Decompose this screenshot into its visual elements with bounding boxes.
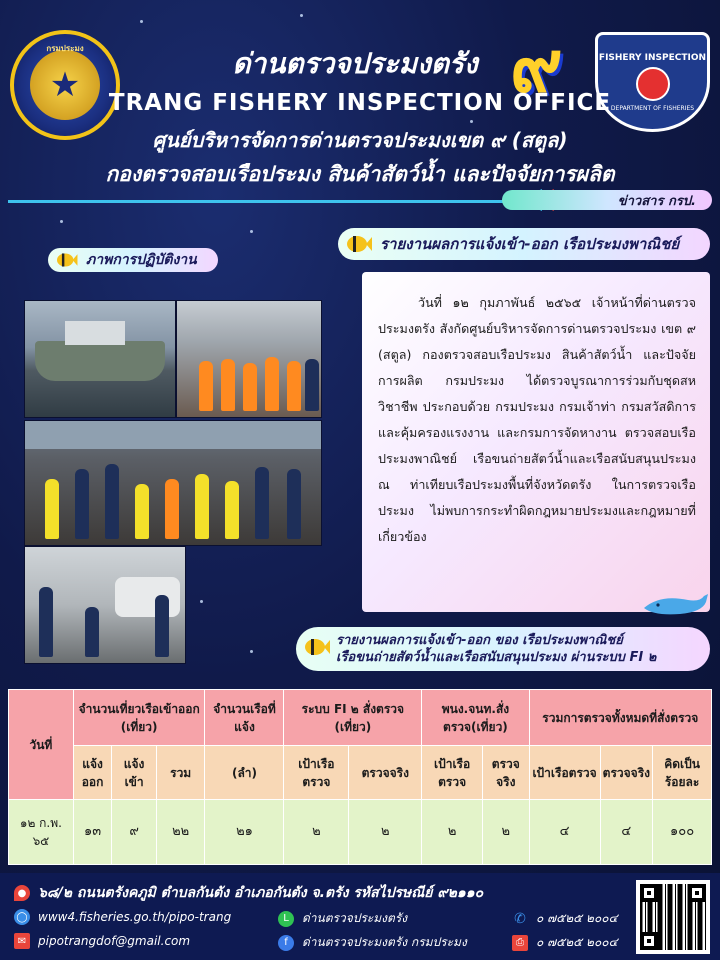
header-officer-ordered: พนง.จนท.สั่งตรวจ(เที่ยว) [422, 690, 529, 746]
email-icon: ✉ [14, 933, 30, 949]
cell-percent: ๑๐๐ [653, 800, 712, 865]
badge-bottom-text: DEPARTMENT OF FISHERIES [610, 104, 695, 112]
office-title-english: TRANG FISHERY INSPECTION OFFICE [108, 90, 612, 116]
footer-address: ๖๘/๒ ถนนตรังคภูมิ ตำบลกันตัง อำเภอกันตัง จ.ตรัง รหัสไปรษณีย์ ๙๒๑๑๐ [38, 885, 484, 901]
subheader-unit: (ลำ) [205, 746, 284, 800]
header-fi2: ระบบ FI ๒ สั่งตรวจ (เที่ยว) [284, 690, 422, 746]
logo-ring-text: กรมประมง [46, 44, 84, 53]
subheader-total-target: เป้าเรือตรวจ [529, 746, 600, 800]
header-date: วันที่ [9, 690, 74, 800]
news-label-pill [502, 190, 712, 210]
subheader-in: แจ้งเข้า [112, 746, 157, 800]
cell-boats: ๒๑ [205, 800, 284, 865]
footer-fax-row[interactable] [512, 933, 618, 952]
zone-number: ๙ [510, 23, 563, 108]
report-table-container [8, 689, 712, 865]
globe-icon: ◯ [14, 909, 30, 925]
subheader-officer-actual: ตรวจจริง [483, 746, 530, 800]
report-table [8, 689, 712, 865]
star-decoration [60, 220, 63, 223]
fax-icon: ⎙ [512, 935, 528, 951]
star-decoration [140, 20, 143, 23]
footer-facebook-row[interactable] [278, 933, 467, 952]
divider-line [8, 200, 568, 203]
subheader-sum: รวม [156, 746, 205, 800]
cell-total-actual: ๔ [600, 800, 653, 865]
footer-fax[interactable]: ๐ ๗๕๒๕ ๒๐๐๔ [536, 935, 618, 949]
footer-website[interactable]: www4.fisheries.go.th/pipo-trang [38, 910, 232, 924]
header-boats: จำนวนเรือที่แจ้ง [205, 690, 284, 746]
emblem-icon: ★ [30, 50, 100, 120]
fish-icon [54, 251, 78, 269]
report-text-panel [362, 272, 710, 612]
phone-icon: ✆ [514, 910, 526, 927]
subheader-fi2-actual: ตรวจจริง [349, 746, 422, 800]
header-trips: จำนวนเที่ยวเรือเข้าออก (เที่ยว) [73, 690, 205, 746]
fish-icon [302, 635, 330, 659]
footer-facebook[interactable]: ด่านตรวจประมงตรัง กรมประมง [302, 935, 467, 949]
location-pin-icon: ● [14, 885, 30, 901]
table-row [9, 800, 712, 865]
operations-heading-pill [48, 248, 218, 272]
footer-line-row[interactable] [278, 909, 407, 928]
cell-officer-actual: ๒ [483, 800, 530, 865]
star-decoration [250, 230, 253, 233]
photo-officers-on-pier [24, 546, 186, 664]
star-decoration [250, 650, 253, 653]
footer-phone-row[interactable] [512, 909, 618, 928]
cell-in: ๙ [112, 800, 157, 865]
fi2-heading-pill [296, 627, 710, 671]
header-total-inspections: รวมการตรวจทั้งหมดที่สั่งตรวจ [529, 690, 711, 746]
cell-total-target: ๔ [529, 800, 600, 865]
fi2-heading-line1: รายงานผลการแจ้งเข้า-ออก ของ เรือประมงพาณิชย์ [336, 633, 623, 648]
cell-out: ๑๓ [73, 800, 111, 865]
report-heading-pill [338, 228, 710, 260]
news-label: ข่าวสาร กรป. [617, 193, 696, 209]
line-app-icon: L [278, 911, 294, 927]
cell-officer-target: ๒ [422, 800, 483, 865]
office-title-thai: ด่านตรวจประมงตรัง [232, 47, 478, 80]
footer-website-row[interactable] [14, 909, 231, 925]
star-decoration [300, 14, 303, 17]
star-decoration [200, 600, 203, 603]
footer-address-row [14, 882, 483, 904]
subheader-total-actual: ตรวจจริง [600, 746, 653, 800]
qr-code[interactable] [636, 880, 710, 954]
subheader-percent: คิดเป็นร้อยละ [653, 746, 712, 800]
operations-heading: ภาพการปฏิบัติงาน [86, 252, 197, 268]
fi2-heading-line2: เรือขนถ่ายสัตว์น้ำและเรือสนับสนุนประมง ผ่านระบบ FI ๒ [336, 650, 657, 665]
subheader-out: แจ้งออก [73, 746, 111, 800]
cell-fi2-actual: ๒ [349, 800, 422, 865]
star-decoration [470, 120, 473, 123]
photo-fishing-boat [24, 300, 176, 418]
badge-top-text: FISHERY INSPECTION [598, 52, 707, 63]
fish-icon [344, 233, 372, 255]
subheader-officer-target: เป้าเรือตรวจ [422, 746, 483, 800]
footer-email[interactable]: pipotrangdof@gmail.com [38, 934, 191, 948]
footer-phone[interactable]: ๐ ๗๕๒๕ ๒๐๐๔ [536, 911, 618, 925]
subheader-fi2-target: เป้าเรือตรวจ [284, 746, 349, 800]
center-subtitle: ศูนย์บริหารจัดการด่านตรวจประมงเขต ๙ (สตูล) [152, 128, 568, 152]
news-bar [8, 190, 712, 210]
cell-fi2-target: ๒ [284, 800, 349, 865]
photo-inspection-team [176, 300, 322, 418]
report-heading: รายงานผลการแจ้งเข้า-ออก เรือประมงพาณิชย์ [380, 235, 680, 253]
facebook-icon: f [278, 935, 294, 951]
cell-sum: ๒๒ [156, 800, 205, 865]
cell-date: ๑๒ ก.พ. ๖๕ [9, 800, 74, 865]
footer-email-row[interactable] [14, 933, 190, 949]
photo-crew-lineup [24, 420, 322, 546]
report-paragraph: วันที่ ๑๒ กุมภาพันธ์ ๒๕๖๕ เจ้าหน้าที่ด่านตรวจประมงตรัง สังกัดศูนย์บริหารจัดการด่านตรวจประมง เขต ๙ (สตูล) กองตรวจสอบเรือประมง สินค้าสัตว์น้ำ และปัจจัยการผลิต กรมประมง ได้ตรวจบูรณาการร่วมกับชุดสหวิชาชีพ ประกอบด้วย กรมประมง กรมเจ้าท่า กรมสวัสดิการและคุ้มครองแรงงาน และกรมการจัดหางาน ตรวจสอบเรือประมงพาณิชย์ เรือขนถ่ายสัตว์น้ำและเรือสนับสนุนประมง ณ ท่าเทียบเรือประมงพื้นที่จังหวัดตรัง ในการตรวจเรือประมง ไม่พบการกระทำผิดกฎหมายประมงและกฎหมายที่เกี่ยวข้อง [378, 295, 696, 544]
whale-icon [640, 590, 710, 618]
division-subtitle: กองตรวจสอบเรือประมง สินค้าสัตว์น้ำ และปัจจัยการผลิต [105, 162, 615, 186]
footer-line-name[interactable]: ด่านตรวจประมงตรัง [302, 911, 408, 925]
